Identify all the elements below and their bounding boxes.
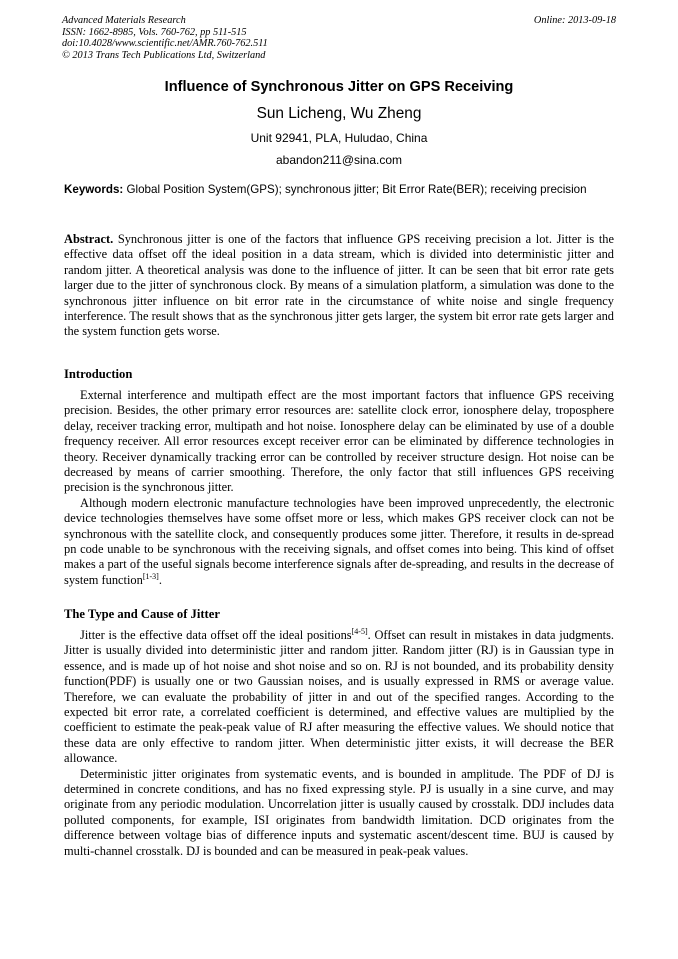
keywords-label: Keywords: [64, 183, 124, 196]
section-heading-introduction: Introduction [64, 367, 133, 381]
intro-paragraph-1: External interference and multipath effect are the most important factors that influence GPS receiving precision. Besides, the other primary error resources are: satellite clock error, ionosphere delay, troposphere delay, receiver tracking error, multipath and hot noise. Ionosphere delay can be eliminated by use of a double frequency receiver. All error resources except receiver error can be eliminated by difference technologies in theory. Receiver dynamically tracking error can be controlled by receiver structure design. Hot noise can be decreased by means of carrier smoothing. Therefore, the only factor that still influences GPS receiving precision is the synchronous jitter. [64, 388, 614, 495]
abstract [64, 232, 614, 340]
abstract-label: Abstract. [64, 232, 114, 246]
paper-authors: Sun Licheng, Wu Zheng [256, 105, 422, 122]
abstract-text: Synchronous jitter is one of the factors that influence GPS receiving precision a lot. Jitter is the effective data offset off the ideal position in a data stream, which is divided into deterministic jitter and random jitter. A theoretical analysis was done to the influence of jitter. It can be seen that bit error rate gets larger due to the jitter of synchronous clock. By means of a simulation platform, a simulation was done to the synchronous jitter influence on bit error rate in the circumstance of white noise and single frequency interference. The result shows that as the synchronous jitter gets larger, the system bit error rate gets larger and the system function gets worse. [64, 232, 614, 339]
author-affiliation: Unit 92941, PLA, Huludao, China [250, 131, 428, 145]
jitter-paragraph-1-rest: . Offset can result in mistakes in data judgments. Jitter is usually divided into deterministic jitter and random jitter. Random jitter (RJ) is in Gaussian type in essence, and is made up of hot noise and shot noise and so on. RJ is not bounded, and its probability density function(PDF) is usually one or two Gaussian noises, and is usually expressed in RMS or average value. Therefore, we can evaluate the probability of jitter in and out of the specified ranges. According to the expected bit error rate, a correlated coefficient is determined, and effective values are multiplied by the coefficient to estimate the peak-peak value of RJ after measuring the effective values. We should notice that these data are only effective to random jitter. When deterministic jitter exists, it will decrease the BER allowance. [64, 628, 615, 766]
author-email: abandon211@sina.com [275, 153, 403, 167]
online-date: Online: 2013-09-18 [533, 15, 616, 26]
jitter-paragraph-1 [64, 628, 614, 767]
keywords [64, 182, 614, 197]
intro-paragraph-2-text: Although modern electronic manufacture technologies have been improved unprecedently, the electronic device technologies themselves have some offset more or less, which makes GPS receiver clock can not be synchronous with the satellite clock, and consequently produces some jitter. Therefore, it results in de-spread pn code unable to be synchronous with the receiving signals, and offset comes into being. This kind of offset makes a part of the useful signals become interference signals after de-spreading, and results in the decrease of system function [64, 495, 614, 587]
jitter-paragraph-1-start: Jitter is the effective data offset off the ideal positions [80, 628, 352, 642]
section-heading-jitter: The Type and Cause of Jitter [64, 607, 220, 621]
introduction-body [64, 388, 614, 588]
citation-ref: [4-5] [351, 626, 368, 636]
jitter-body [64, 628, 614, 859]
copyright-line: © 2013 Trans Tech Publications Ltd, Switzerland [62, 49, 266, 61]
doi-line: doi:10.4028/www.scientific.net/AMR.760-762.511 [62, 38, 268, 49]
journal-name: Advanced Materials Research [62, 15, 186, 26]
intro-paragraph-2-end: . [158, 572, 162, 587]
citation-ref: [1-3] [142, 571, 159, 581]
keywords-text: Global Position System(GPS); synchronous jitter; Bit Error Rate(BER); receiving precision [123, 183, 587, 196]
paper-title: Influence of Synchronous Jitter on GPS Receiving [164, 79, 514, 95]
journal-header [62, 15, 616, 61]
issn-line: ISSN: 1662-8985, Vols. 760-762, pp 511-515 [62, 26, 247, 38]
jitter-paragraph-2: Deterministic jitter originates from systematic events, and is bounded in amplitude. The PDF of DJ is determined in concrete conditions, and has no fixed expressing style. PJ is usually in a sine curve, and may originate from any periodic modulation. Uncorrelation jitter is usually caused by crosstalk. DDJ includes data polluted components, for example, ISI originates from bandwidth limitation. DCD originates from the difference between voltage bias of difference inputs and systematic ascent/descent time. BUJ is caused by multi-channel crosstalk. DJ is bounded and can be measured in peak-peak values. [64, 766, 614, 858]
intro-paragraph-2 [64, 496, 614, 588]
